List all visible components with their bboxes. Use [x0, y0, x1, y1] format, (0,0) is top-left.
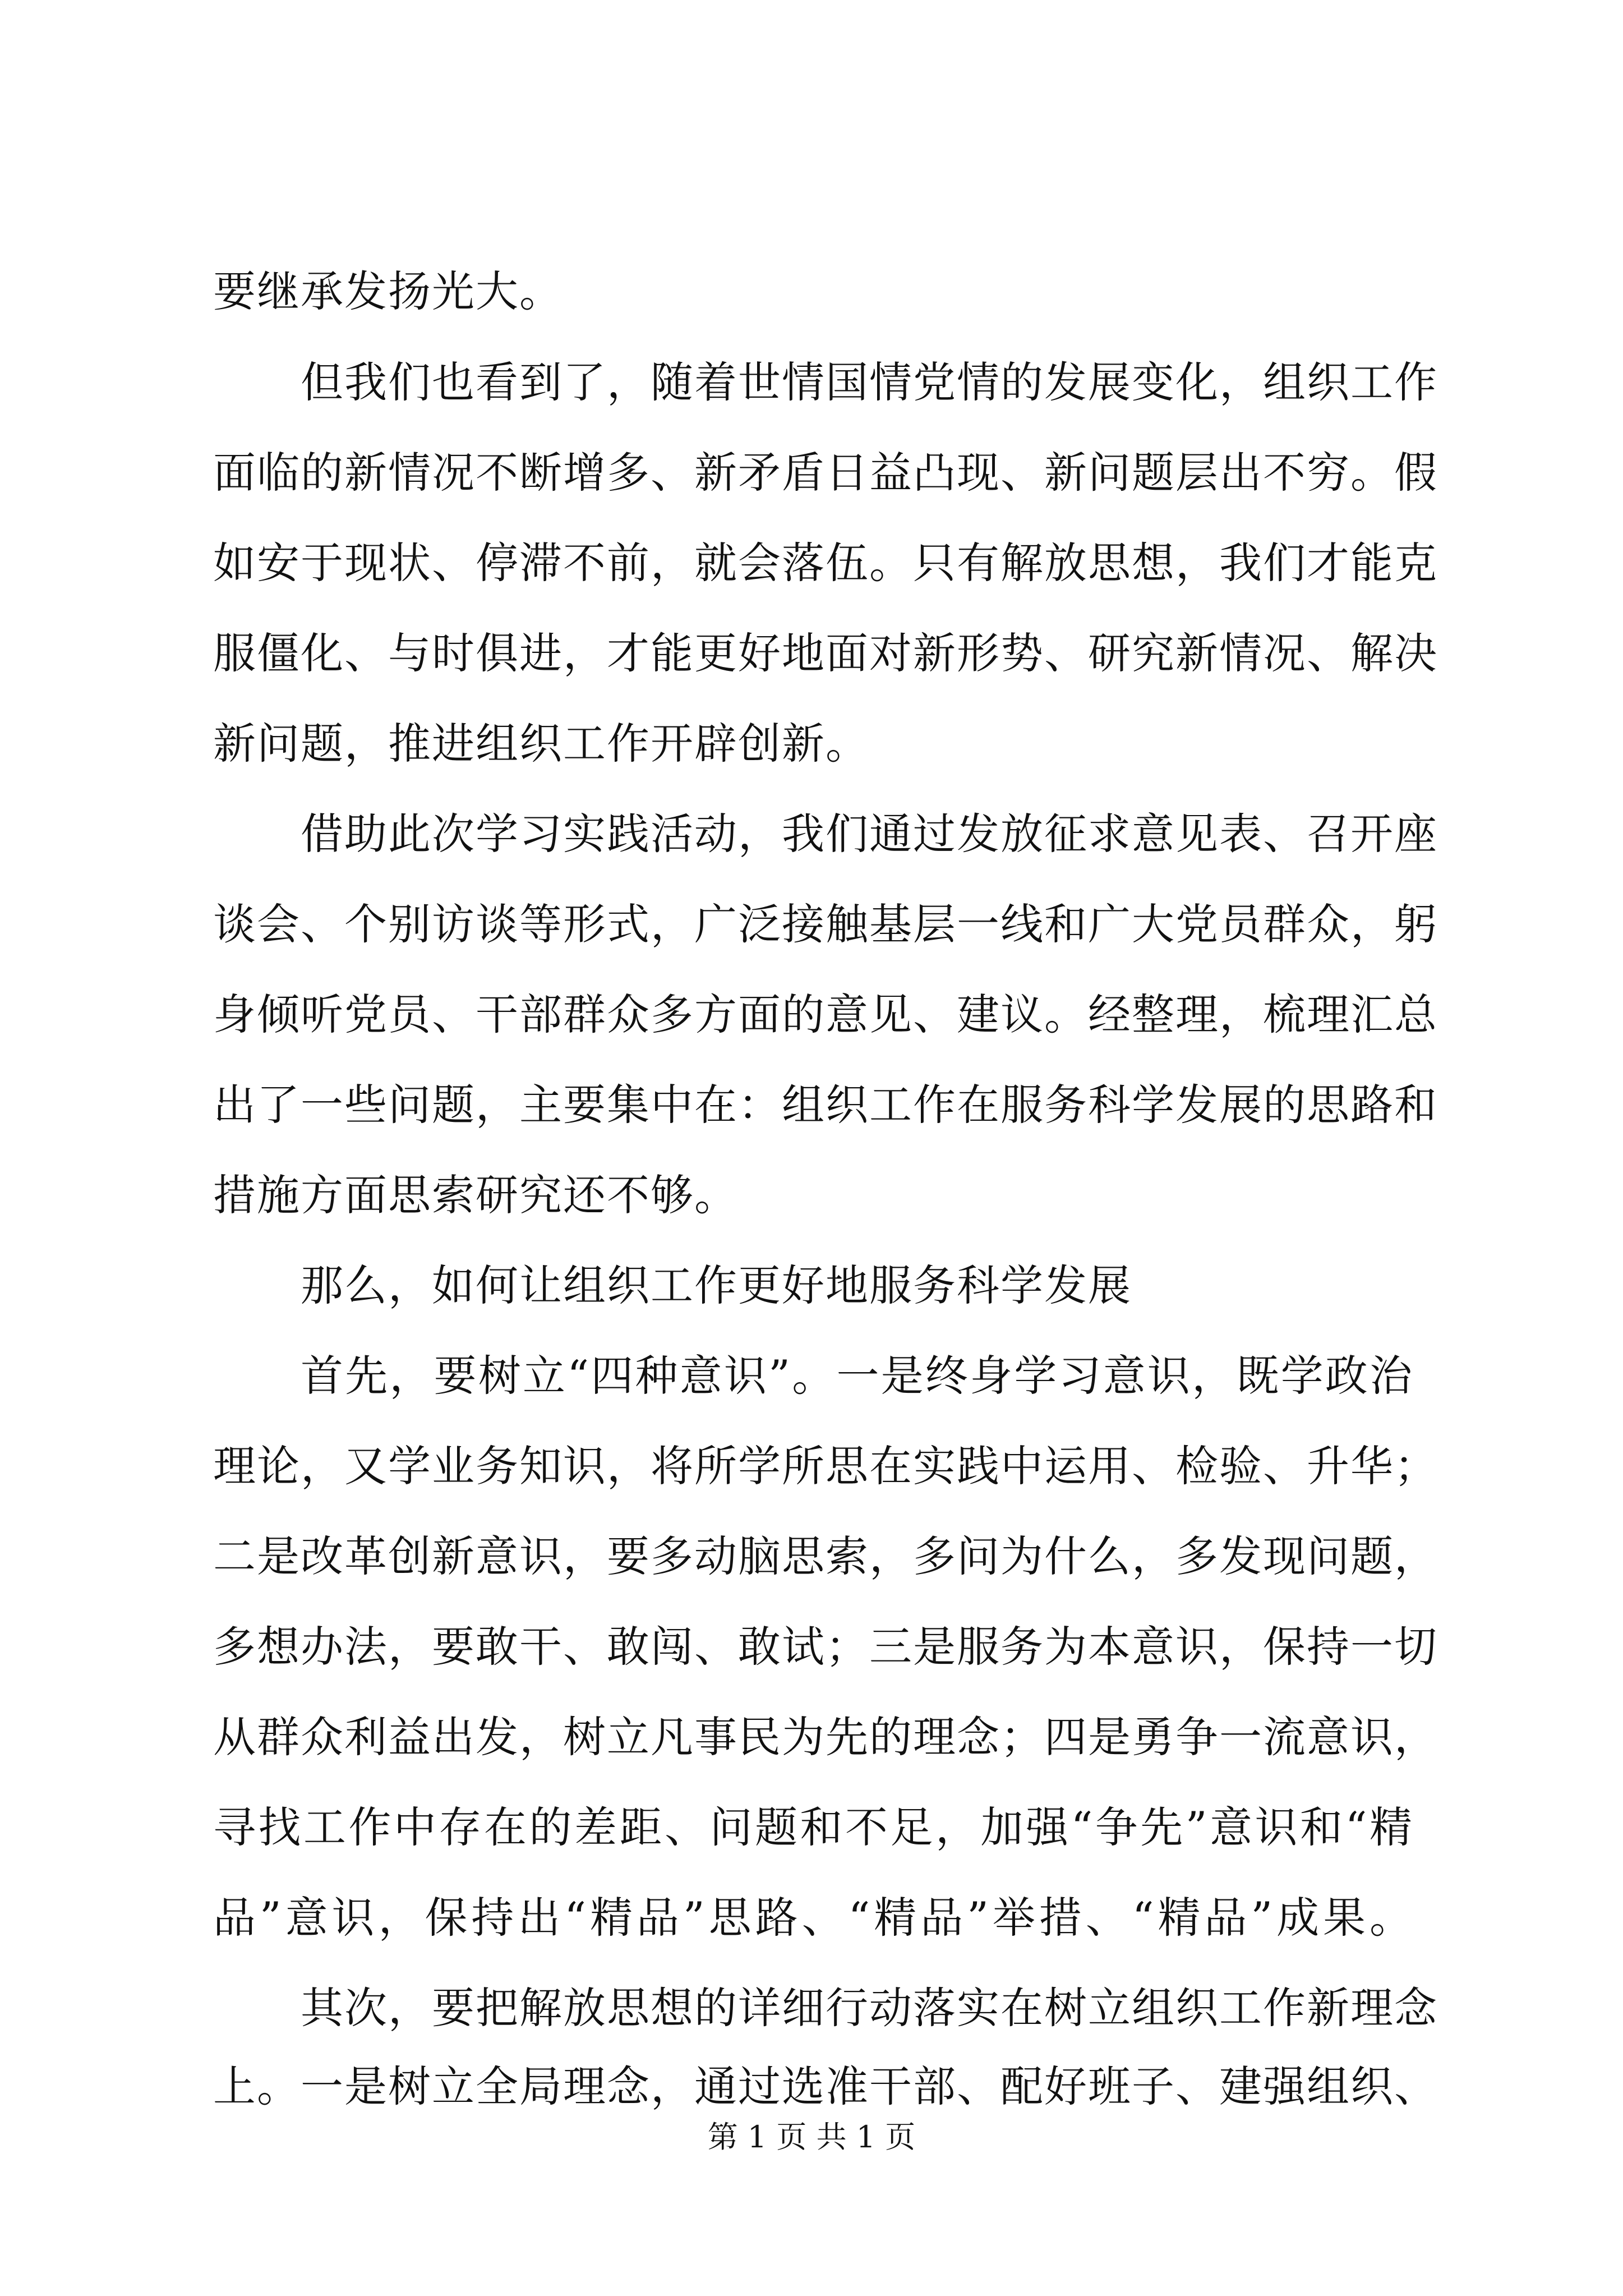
text-line: 品”意识，保持出“精品”思路、“精品”举措、“精品”成果。 [213, 1893, 1413, 1943]
text-line: 措施方面思索研究还不够。 [213, 1170, 738, 1220]
text-line: 理论，又学业务知识，将所学所思在实践中运用、检验、升华； [213, 1441, 1438, 1491]
text-line: 那么，如何让组织工作更好地服务科学发展 [301, 1260, 1132, 1310]
text-line: 如安于现状、停滞不前，就会落伍。只有解放思想，我们才能克 [213, 538, 1438, 588]
text-line: 从群众利益出发，树立凡事民为先的理念；四是勇争一流意识， [213, 1712, 1438, 1762]
text-line: 新问题，推进组织工作开辟创新。 [213, 719, 869, 769]
text-line: 身倾听党员、干部群众多方面的意见、建议。经整理，梳理汇总 [213, 990, 1438, 1039]
text-line: 出了一些问题，主要集中在：组织工作在服务科学发展的思路和 [213, 1080, 1438, 1130]
text-line: 面临的新情况不断增多、新矛盾日益凸现、新问题层出不穷。假 [213, 448, 1438, 498]
text-line: 服僵化、与时俱进，才能更好地面对新形势、研究新情况、解决 [213, 628, 1438, 678]
text-line: 寻找工作中存在的差距、问题和不足，加强“争先”意识和“精 [213, 1802, 1413, 1852]
text-line: 借助此次学习实践活动，我们通过发放征求意见表、召开座 [301, 809, 1438, 859]
text-line: 谈会、个别访谈等形式，广泛接触基层一线和广大党员群众，躬 [213, 899, 1438, 949]
text-line: 但我们也看到了，随着世情国情党情的发展变化，组织工作 [301, 357, 1438, 407]
text-line: 首先，要树立“四种意识”。一是终身学习意识，既学政治 [301, 1351, 1413, 1401]
page-number-footer: 第 1 页 共 1 页 [707, 2119, 916, 2155]
text-line: 其次，要把解放思想的详细行动落实在树立组织工作新理念 [301, 1983, 1438, 2033]
text-line: 二是改革创新意识，要多动脑思索，多问为什么，多发现问题， [213, 1531, 1438, 1581]
text-line: 要继承发扬光大。 [213, 266, 563, 316]
text-line: 上。一是树立全局理念，通过选准干部、配好班子、建强组织、 [213, 2062, 1438, 2111]
text-line: 多想办法，要敢干、敢闯、敢试；三是服务为本意识，保持一切 [213, 1622, 1438, 1672]
